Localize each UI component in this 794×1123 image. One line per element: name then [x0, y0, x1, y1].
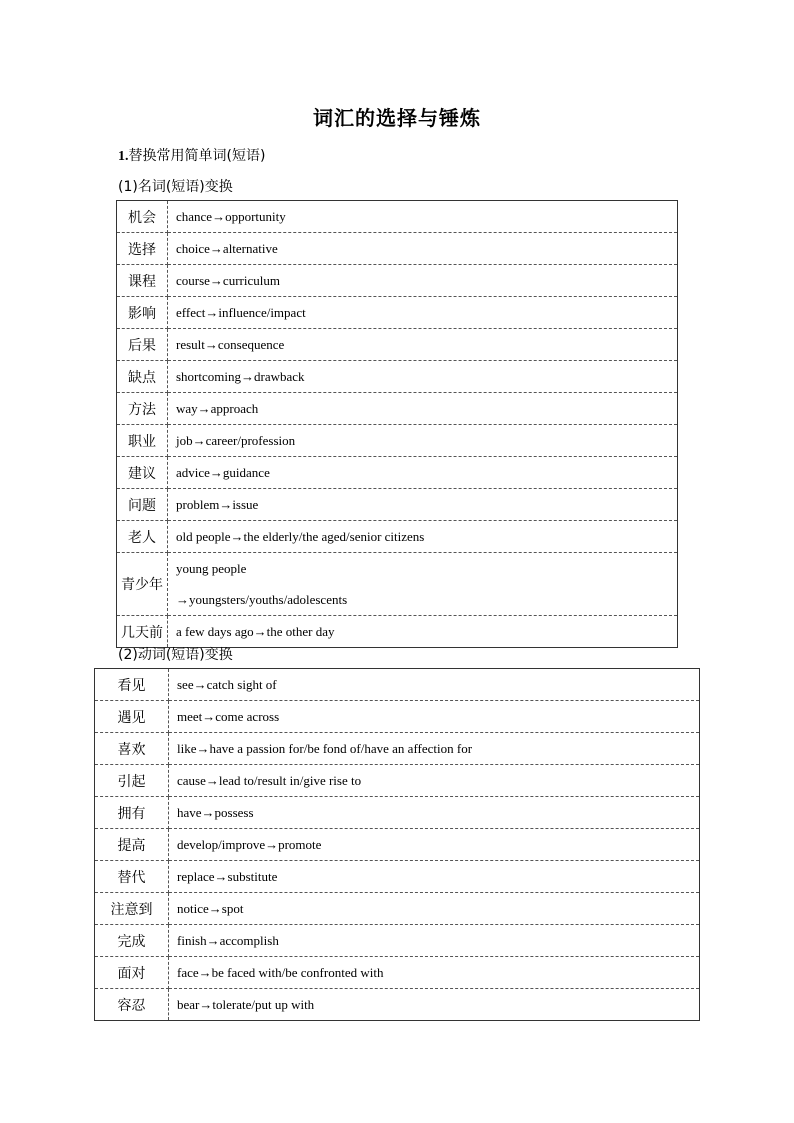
english-replacement-line: see→catch sight of: [177, 677, 277, 692]
table-row: [95, 765, 700, 797]
english-replacement-line: old people→the elderly/the aged/senior citizens: [176, 529, 425, 544]
section-title: 替换常用简单词(短语): [128, 148, 266, 164]
chinese-term: 引起: [95, 765, 169, 797]
table-row: [95, 797, 700, 829]
english-replacement: [168, 425, 678, 457]
chinese-term: 老人: [117, 521, 168, 553]
table-row: [95, 829, 700, 861]
english-replacement: [169, 893, 700, 925]
chinese-term: 喜欢: [95, 733, 169, 765]
chinese-term: 问题: [117, 489, 168, 521]
english-replacement: [168, 361, 678, 393]
english-replacement-line: have→possess: [177, 805, 254, 820]
english-replacement: [168, 616, 678, 648]
chinese-term: 机会: [117, 201, 168, 233]
chinese-term: 容忍: [95, 989, 169, 1021]
chinese-term: 拥有: [95, 797, 169, 829]
table-row: [95, 989, 700, 1021]
english-replacement: [169, 957, 700, 989]
table-row: [117, 201, 678, 233]
english-replacement-line: effect→influence/impact: [176, 305, 306, 320]
document-title: 词汇的选择与锤炼: [313, 106, 481, 130]
english-replacement-line: bear→tolerate/put up with: [177, 997, 315, 1012]
english-replacement: [168, 201, 678, 233]
english-replacement-line: finish→accomplish: [177, 933, 279, 948]
chinese-term: 建议: [117, 457, 168, 489]
english-replacement: [168, 457, 678, 489]
table-row: [95, 733, 700, 765]
table-row: [117, 297, 678, 329]
table-row: [117, 425, 678, 457]
english-replacement-line: advice→guidance: [176, 465, 270, 480]
english-replacement-line: a few days ago→the other day: [176, 624, 335, 639]
nouns-table: [116, 200, 678, 648]
table-row: [95, 893, 700, 925]
verbs-table: [94, 668, 700, 1021]
chinese-term: 遇见: [95, 701, 169, 733]
chinese-term: 缺点: [117, 361, 168, 393]
english-replacement-line: notice→spot: [177, 901, 244, 916]
chinese-term: 方法: [117, 393, 168, 425]
english-replacement: [168, 233, 678, 265]
chinese-term: 看见: [95, 669, 169, 701]
english-replacement: [169, 733, 700, 765]
table-row: [95, 925, 700, 957]
chinese-term: 职业: [117, 425, 168, 457]
english-replacement-line: result→consequence: [176, 337, 285, 352]
english-replacement: [169, 701, 700, 733]
table-row: [95, 957, 700, 989]
chinese-term: 面对: [95, 957, 169, 989]
english-replacement: [168, 329, 678, 361]
english-replacement: [169, 861, 700, 893]
table-row: [95, 861, 700, 893]
english-replacement-line: →youngsters/youths/adolescents: [176, 592, 348, 607]
table-row: [117, 265, 678, 297]
english-replacement-line: young people: [176, 561, 247, 576]
english-replacement: [168, 265, 678, 297]
table-row: [117, 616, 678, 648]
english-replacement: [168, 297, 678, 329]
chinese-term: 几天前: [117, 616, 168, 648]
chinese-term: 青少年: [117, 553, 168, 616]
chinese-term: 完成: [95, 925, 169, 957]
chinese-term: 提高: [95, 829, 169, 861]
section-number: 1.: [118, 149, 129, 164]
chinese-term: 替代: [95, 861, 169, 893]
english-replacement: [169, 669, 700, 701]
english-replacement-line: shortcoming→drawback: [176, 369, 305, 384]
table-row: [117, 489, 678, 521]
english-replacement: [168, 521, 678, 553]
english-replacement-line: face→be faced with/be confronted with: [177, 965, 384, 980]
table-row: [117, 521, 678, 553]
chinese-term: 课程: [117, 265, 168, 297]
english-replacement: [169, 989, 700, 1021]
english-replacement-line: cause→lead to/result in/give rise to: [177, 773, 362, 788]
english-replacement-line: way→approach: [176, 401, 259, 416]
table-row: [117, 233, 678, 265]
table-row: [117, 393, 678, 425]
english-replacement: [169, 829, 700, 861]
table-row: [95, 701, 700, 733]
english-replacement: [168, 553, 678, 616]
english-replacement-line: develop/improve→promote: [177, 837, 322, 852]
english-replacement: [168, 393, 678, 425]
english-replacement-line: job→career/profession: [176, 433, 296, 448]
english-replacement: [169, 765, 700, 797]
chinese-term: 后果: [117, 329, 168, 361]
section-heading: [118, 145, 265, 165]
table-row: [117, 553, 678, 616]
table-row: [117, 329, 678, 361]
verbs-heading: (2)动词(短语)变换: [118, 647, 233, 663]
english-replacement-line: chance→opportunity: [176, 209, 286, 224]
english-replacement-line: problem→issue: [176, 497, 259, 512]
table-row: [117, 361, 678, 393]
english-replacement-line: course→curriculum: [176, 273, 280, 288]
table-row: [95, 669, 700, 701]
chinese-term: 选择: [117, 233, 168, 265]
english-replacement-line: choice→alternative: [176, 241, 278, 256]
english-replacement-line: replace→substitute: [177, 869, 278, 884]
nouns-heading: (1)名词(短语)变换: [118, 179, 233, 195]
english-replacement: [169, 925, 700, 957]
english-replacement: [168, 489, 678, 521]
english-replacement: [169, 797, 700, 829]
chinese-term: 影响: [117, 297, 168, 329]
english-replacement-line: meet→come across: [177, 709, 280, 724]
chinese-term: 注意到: [95, 893, 169, 925]
table-row: [117, 457, 678, 489]
english-replacement-line: like→have a passion for/be fond of/have an affection for: [177, 741, 473, 756]
